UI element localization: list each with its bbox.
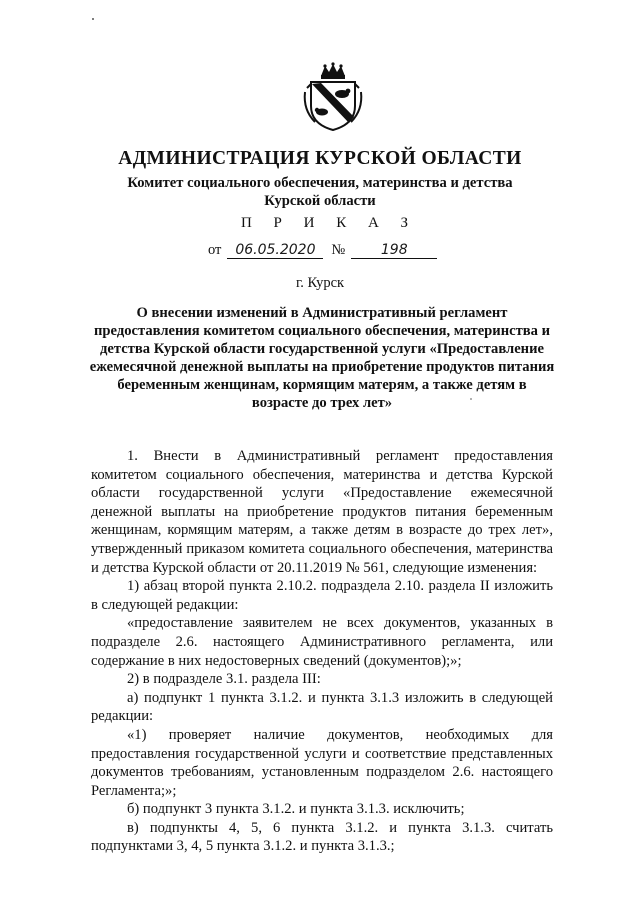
date-prefix: от — [208, 242, 222, 258]
order-number: 198 — [351, 242, 437, 259]
order-subject: О внесении изменений в Административный регламент предоставления комитетом социального обеспечения, материнства и детства Курской области государственной услуги «Предоставление ежемесячной денежной выплаты на приобретение продуктов питания беременным женщинам, кормящим матерям, а также детям в возрасте до трех лет» — [89, 305, 555, 411]
coat-of-arms-icon — [301, 62, 365, 132]
paragraph: 1. Внести в Административный регламент предоставления комитетом социального обеспечения, материнства и детства Курской области государственной услуги «Предоставление ежемесячной денежной выплаты на приобретение продуктов питания беременным женщинам, кормящим матерям, а также детям в возрасте до трех лет», утвержденный приказом комитета социального обеспечения, материнства и детства Курской области от 20.11.2019 № 561, следующие изменения: — [91, 448, 553, 576]
city: г. Курск — [295, 275, 345, 291]
paragraph: а) подпункт 1 пункта 3.1.2. и пункта 3.1.3 изложить в следующей редакции: — [91, 689, 553, 725]
paragraph: «предоставление заявителем не всех документов, указанных в подразделе 2.6. настоящего Административного регламента, или содержание в них недостоверных сведений (документов);»; — [91, 615, 553, 669]
document-type: П Р И К А З — [240, 215, 418, 231]
scan-speck — [92, 18, 94, 20]
order-date: 06.05.2020 — [227, 242, 323, 259]
committee-line: Курской области — [264, 193, 376, 209]
committee-line: Комитет социального обеспечения, материнства и детства — [127, 175, 513, 191]
paragraph: 2) в подразделе 3.1. раздела III: — [127, 671, 321, 688]
order-body — [91, 447, 553, 856]
order-date-number — [208, 242, 437, 259]
organization-title: АДМИНИСТРАЦИЯ КУРСКОЙ ОБЛАСТИ — [118, 148, 522, 169]
paragraph: в) подпункты 4, 5, 6 пункта 3.1.2. и пункта 3.1.3. считать подпунктами 3, 4, 5 пункта 3.1.2. и пункта 3.1.3.; — [91, 819, 553, 855]
committee-name — [0, 174, 640, 210]
paragraph: 1) абзац второй пункта 2.10.2. подраздела 2.10. раздела II изложить в следующей редакции: — [91, 578, 553, 613]
paragraph: «1) проверяет наличие документов, необходимых для предоставления государственной услуги и соответствие представленных документов требованиям, установленным подразделом 2.6. настоящего Регламента;»; — [91, 726, 553, 799]
number-sign: № — [331, 242, 346, 258]
paragraph: б) подпункт 3 пункта 3.1.2. и пункта 3.1.3. исключить; — [127, 801, 465, 818]
